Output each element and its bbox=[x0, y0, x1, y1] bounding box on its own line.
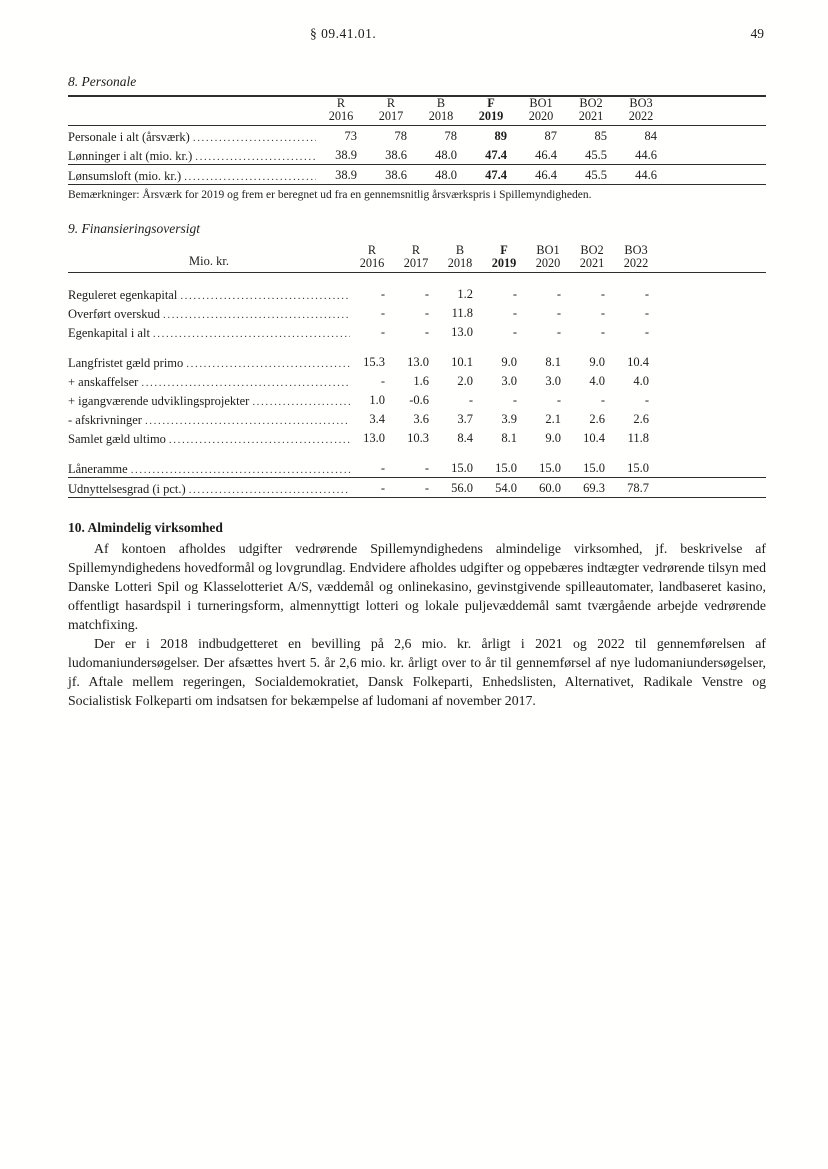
cell-value: 46.4 bbox=[535, 168, 557, 182]
cell-value: 1.2 bbox=[457, 287, 473, 301]
cell-value: 48.0 bbox=[435, 168, 457, 182]
finansiering-table bbox=[68, 244, 766, 498]
cell-value: 10.1 bbox=[451, 355, 473, 369]
cell-value: - bbox=[424, 325, 429, 339]
cell-value: - bbox=[556, 393, 561, 407]
unit-label bbox=[68, 96, 316, 126]
dot-leader bbox=[184, 169, 316, 184]
row-label-cell bbox=[68, 409, 350, 428]
column-header bbox=[350, 244, 394, 273]
cell-value: 1.0 bbox=[369, 393, 385, 407]
cell-value: 9.0 bbox=[589, 355, 605, 369]
dot-leader bbox=[186, 356, 350, 371]
row-label: + igangværende udviklingsprojekter bbox=[68, 394, 250, 408]
cell-value: - bbox=[600, 306, 605, 320]
column-header-bottom: 2022 bbox=[628, 108, 654, 123]
row-label: Langfristet gæld primo bbox=[68, 356, 184, 370]
cell-value: - bbox=[600, 287, 605, 301]
spacer-row bbox=[68, 447, 766, 458]
cell-value: - bbox=[380, 306, 385, 320]
column-header bbox=[316, 96, 366, 126]
row-label: Personale i alt (årsværk) bbox=[68, 130, 190, 144]
cell-value: - bbox=[512, 306, 517, 320]
row-label-cell bbox=[68, 352, 350, 371]
column-header-bottom: 2018 bbox=[447, 255, 473, 270]
row-label-cell bbox=[68, 478, 350, 498]
column-header bbox=[526, 244, 570, 273]
spacer-cell bbox=[68, 341, 766, 352]
row-label-wrap bbox=[68, 412, 350, 428]
cell-value: 4.0 bbox=[633, 374, 649, 388]
cell-value: 3.7 bbox=[457, 412, 473, 426]
cell-value: 15.0 bbox=[451, 461, 473, 475]
row-label: - afskrivninger bbox=[68, 413, 142, 427]
column-header-top: R bbox=[386, 96, 396, 110]
cell-value: 3.6 bbox=[413, 412, 429, 426]
row-label: Samlet gæld ultimo bbox=[68, 432, 166, 446]
cell-value: 84 bbox=[644, 129, 657, 143]
cell-value: 10.4 bbox=[583, 431, 605, 445]
dot-leader bbox=[252, 394, 350, 409]
table-row bbox=[68, 371, 766, 390]
table-margin bbox=[658, 273, 766, 304]
cell-value: 11.8 bbox=[451, 306, 473, 320]
cell-value: 38.9 bbox=[335, 148, 357, 162]
cell-value: 87 bbox=[544, 129, 557, 143]
row-label-wrap bbox=[68, 481, 350, 497]
cell-value: 38.6 bbox=[385, 168, 407, 182]
table-margin bbox=[658, 390, 766, 409]
cell-value: 11.8 bbox=[627, 431, 649, 445]
row-label: Reguleret egenkapital bbox=[68, 288, 178, 302]
table-row bbox=[68, 145, 766, 165]
column-header-top: R bbox=[411, 243, 421, 257]
column-header-bottom: 2017 bbox=[378, 108, 404, 123]
cell-value: 78.7 bbox=[627, 481, 649, 495]
column-header-bottom: 2022 bbox=[623, 255, 649, 270]
cell-value: 9.0 bbox=[545, 431, 561, 445]
table-row bbox=[68, 352, 766, 371]
cell-value: - bbox=[380, 287, 385, 301]
table-margin bbox=[658, 322, 766, 341]
cell-value: - bbox=[644, 325, 649, 339]
cell-value: 85 bbox=[594, 129, 607, 143]
row-label-cell bbox=[68, 371, 350, 390]
row-label: Overført overskud bbox=[68, 307, 160, 321]
column-header-top: BO3 bbox=[629, 96, 653, 110]
personale-table-body bbox=[68, 126, 766, 165]
cell-value: 47.4 bbox=[485, 148, 507, 162]
finansiering-table-foot bbox=[68, 458, 766, 498]
column-header bbox=[416, 96, 466, 126]
table-margin bbox=[658, 458, 766, 478]
cell-value: 54.0 bbox=[495, 481, 517, 495]
row-label: + anskaffelser bbox=[68, 375, 139, 389]
column-header bbox=[516, 96, 566, 126]
cell-value: 60.0 bbox=[539, 481, 561, 495]
cell-value: 38.6 bbox=[385, 148, 407, 162]
row-label-wrap bbox=[68, 431, 350, 447]
column-header bbox=[482, 244, 526, 273]
cell-value: 10.3 bbox=[407, 431, 429, 445]
column-header bbox=[570, 244, 614, 273]
column-header bbox=[566, 96, 616, 126]
cell-value: 3.4 bbox=[369, 412, 385, 426]
column-header-bottom: 2017 bbox=[403, 255, 429, 270]
table-row bbox=[68, 478, 766, 498]
table-margin bbox=[658, 352, 766, 371]
column-header-top: F bbox=[500, 243, 508, 257]
cell-value: - bbox=[380, 325, 385, 339]
dot-leader bbox=[145, 413, 350, 428]
row-label: Udnyttelsesgrad (i pct.) bbox=[68, 482, 186, 496]
cell-value: - bbox=[424, 481, 429, 495]
cell-value: 89 bbox=[494, 129, 507, 143]
cell-value: - bbox=[380, 461, 385, 475]
spacer-cell bbox=[68, 447, 766, 458]
personale-table-foot bbox=[68, 165, 766, 185]
cell-value: 13.0 bbox=[451, 325, 473, 339]
table-margin bbox=[658, 478, 766, 498]
row-label-cell bbox=[68, 322, 350, 341]
dot-leader bbox=[180, 288, 350, 303]
cell-value: - bbox=[424, 287, 429, 301]
cell-value: 9.0 bbox=[501, 355, 517, 369]
table-row bbox=[68, 273, 766, 304]
dot-leader bbox=[195, 149, 316, 164]
column-header-bottom: 2016 bbox=[359, 255, 385, 270]
column-header-top: BO2 bbox=[580, 243, 604, 257]
row-label-wrap bbox=[68, 393, 350, 409]
row-label-wrap bbox=[68, 374, 350, 390]
section-10-heading: 10. Almindelig virksomhed bbox=[68, 520, 223, 535]
cell-value: 15.0 bbox=[495, 461, 517, 475]
section-8-heading: 8. Personale bbox=[68, 74, 137, 89]
cell-value: 69.3 bbox=[583, 481, 605, 495]
dot-leader bbox=[193, 130, 316, 145]
cell-value: - bbox=[600, 393, 605, 407]
cell-value: 45.5 bbox=[585, 168, 607, 182]
cell-value: 15.0 bbox=[583, 461, 605, 475]
cell-value: - bbox=[644, 287, 649, 301]
cell-value: 2.6 bbox=[633, 412, 649, 426]
cell-value: 13.0 bbox=[363, 431, 385, 445]
cell-value: - bbox=[600, 325, 605, 339]
table-margin bbox=[666, 165, 766, 185]
section-reference: § 09.41.01. bbox=[310, 26, 377, 41]
table-margin bbox=[658, 303, 766, 322]
column-header-bottom: 2020 bbox=[528, 108, 554, 123]
row-label: Lønsumsloft (mio. kr.) bbox=[68, 169, 182, 183]
dot-leader bbox=[169, 432, 350, 447]
cell-value: - bbox=[644, 306, 649, 320]
cell-value: -0.6 bbox=[409, 393, 429, 407]
table-row bbox=[68, 303, 766, 322]
column-header-top: B bbox=[455, 243, 465, 257]
dot-leader bbox=[131, 462, 350, 477]
cell-value: 38.9 bbox=[335, 168, 357, 182]
cell-value: 4.0 bbox=[589, 374, 605, 388]
table-row bbox=[68, 390, 766, 409]
table-margin bbox=[666, 126, 766, 146]
dot-leader bbox=[189, 482, 350, 497]
row-label-cell bbox=[68, 273, 350, 304]
cell-value: - bbox=[468, 393, 473, 407]
column-header-top: F bbox=[487, 96, 495, 110]
cell-value: - bbox=[512, 393, 517, 407]
unit-label: Mio. kr. bbox=[189, 254, 229, 268]
row-label-wrap bbox=[68, 306, 350, 322]
cell-value: - bbox=[424, 306, 429, 320]
row-label-cell bbox=[68, 428, 350, 447]
row-label-cell bbox=[68, 126, 316, 146]
row-label: Egenkapital i alt bbox=[68, 326, 150, 340]
row-label-wrap bbox=[68, 129, 316, 145]
row-label: Låneramme bbox=[68, 462, 128, 476]
row-label-cell bbox=[68, 303, 350, 322]
cell-value: - bbox=[644, 393, 649, 407]
cell-value: 15.3 bbox=[363, 355, 385, 369]
column-header bbox=[366, 96, 416, 126]
cell-value: 8.4 bbox=[457, 431, 473, 445]
cell-value: - bbox=[512, 287, 517, 301]
column-header-top: R bbox=[367, 243, 377, 257]
cell-value: 3.0 bbox=[501, 374, 517, 388]
spacer-row bbox=[68, 341, 766, 352]
cell-value: 8.1 bbox=[501, 431, 517, 445]
column-header-bottom: 2018 bbox=[428, 108, 454, 123]
cell-value: 56.0 bbox=[451, 481, 473, 495]
table-margin bbox=[666, 145, 766, 165]
column-header-bottom: 2019 bbox=[491, 255, 517, 270]
table-margin bbox=[658, 428, 766, 447]
dot-leader bbox=[163, 307, 350, 322]
column-header-top: BO1 bbox=[529, 96, 553, 110]
cell-value: 3.0 bbox=[545, 374, 561, 388]
cell-value: 44.6 bbox=[635, 148, 657, 162]
column-header-top: R bbox=[336, 96, 346, 110]
column-header-top: BO2 bbox=[579, 96, 603, 110]
table-header-row bbox=[68, 244, 766, 273]
column-header bbox=[394, 244, 438, 273]
row-label-wrap bbox=[68, 287, 350, 303]
cell-value: - bbox=[380, 481, 385, 495]
row-label-cell bbox=[68, 165, 316, 185]
cell-value: 13.0 bbox=[407, 355, 429, 369]
column-header-bottom: 2021 bbox=[578, 108, 604, 123]
table-row bbox=[68, 409, 766, 428]
cell-value: - bbox=[556, 306, 561, 320]
column-header-top: BO3 bbox=[624, 243, 648, 257]
cell-value: - bbox=[512, 325, 517, 339]
personale-table bbox=[68, 95, 766, 185]
table-row bbox=[68, 322, 766, 341]
body-paragraph: Der er i 2018 indbudgetteret en bevilling på 2,6 mio. kr. årligt i 2021 og 2022 til gennemførelsen af ludomaniundersøgelser. Der afsættes hvert 5. år 2,6 mio. kr. årligt over to år til gennemførsel af nye ludomaniundersøgelser, jf. Aftale mellem regeringen, Socialdemokratiet, Dansk Folkeparti, Enhedslisten, Alternativet, Radikale Venstre og Socialistisk Folkeparti om indsatsen for bekæmpelse af ludomani af november 2017. bbox=[68, 636, 766, 708]
cell-value: 48.0 bbox=[435, 148, 457, 162]
personale-table-head bbox=[68, 96, 766, 126]
cell-value: 47.4 bbox=[485, 168, 507, 182]
cell-value: 1.6 bbox=[413, 374, 429, 388]
cell-value: 73 bbox=[344, 129, 357, 143]
cell-value: 10.4 bbox=[627, 355, 649, 369]
row-label-wrap bbox=[68, 461, 350, 477]
table-row bbox=[68, 126, 766, 146]
row-label-wrap bbox=[68, 168, 316, 184]
cell-value: 15.0 bbox=[539, 461, 561, 475]
table-note: Bemærkninger: Årsværk for 2019 og frem er beregnet ud fra en gennemsnitlig årsværkspris i Spillemyndigheden. bbox=[68, 189, 592, 201]
section-9-heading: 9. Finansieringsoversigt bbox=[68, 221, 200, 236]
cell-value: 2.0 bbox=[457, 374, 473, 388]
cell-value: 78 bbox=[444, 129, 457, 143]
page-number: 49 bbox=[750, 26, 764, 41]
cell-value: 78 bbox=[394, 129, 407, 143]
row-label-cell bbox=[68, 458, 350, 478]
table-row bbox=[68, 165, 766, 185]
row-label: Lønninger i alt (mio. kr.) bbox=[68, 149, 193, 163]
cell-value: 2.1 bbox=[545, 412, 561, 426]
cell-value: 3.9 bbox=[501, 412, 517, 426]
table-margin bbox=[658, 409, 766, 428]
column-header-bottom: 2021 bbox=[579, 255, 605, 270]
table-margin bbox=[666, 96, 766, 126]
table-row bbox=[68, 428, 766, 447]
column-header bbox=[466, 96, 516, 126]
column-header-top: BO1 bbox=[536, 243, 560, 257]
row-label-wrap bbox=[68, 355, 350, 371]
dot-leader bbox=[141, 375, 350, 390]
page-header bbox=[68, 26, 766, 44]
cell-value: - bbox=[556, 287, 561, 301]
column-header-bottom: 2020 bbox=[535, 255, 561, 270]
column-header bbox=[614, 244, 658, 273]
row-label-wrap bbox=[68, 325, 350, 341]
column-header bbox=[616, 96, 666, 126]
column-header bbox=[438, 244, 482, 273]
cell-value: 8.1 bbox=[545, 355, 561, 369]
cell-value: 44.6 bbox=[635, 168, 657, 182]
table-margin bbox=[658, 371, 766, 390]
column-header-top: B bbox=[436, 96, 446, 110]
body-paragraph: Af kontoen afholdes udgifter vedrørende Spillemyndighedens almindelige virksomhed, jf. beskrivelse af Spillemyndighedens hovedformål og lovgrundlag. Endvidere afholdes udgifter og oppebæres indtægter vedrørende tilsyn med Danske Lotteri Spil og Klasselotteriet A/S, væddemål og onlinekasino, gevinstgivende spilleautomater, landbaseret kasino, offentligt hasardspil i turneringsform, almennyttigt lotteri og lokale puljevæddemål samt tværgående arbejde vedrørende matchfixing. bbox=[68, 541, 766, 632]
column-header-bottom: 2019 bbox=[478, 108, 504, 123]
finansiering-table-body bbox=[68, 273, 766, 459]
finansiering-table-head bbox=[68, 244, 766, 273]
column-header-bottom: 2016 bbox=[328, 108, 354, 123]
row-label-wrap bbox=[68, 148, 316, 164]
dot-leader bbox=[153, 326, 350, 341]
cell-value: 46.4 bbox=[535, 148, 557, 162]
cell-value: - bbox=[380, 374, 385, 388]
cell-value: - bbox=[556, 325, 561, 339]
row-label-cell bbox=[68, 145, 316, 165]
table-header-row bbox=[68, 96, 766, 126]
table-row bbox=[68, 458, 766, 478]
cell-value: 2.6 bbox=[589, 412, 605, 426]
cell-value: 15.0 bbox=[627, 461, 649, 475]
row-label-cell bbox=[68, 390, 350, 409]
cell-value: - bbox=[424, 461, 429, 475]
table-margin bbox=[658, 244, 766, 273]
cell-value: 45.5 bbox=[585, 148, 607, 162]
